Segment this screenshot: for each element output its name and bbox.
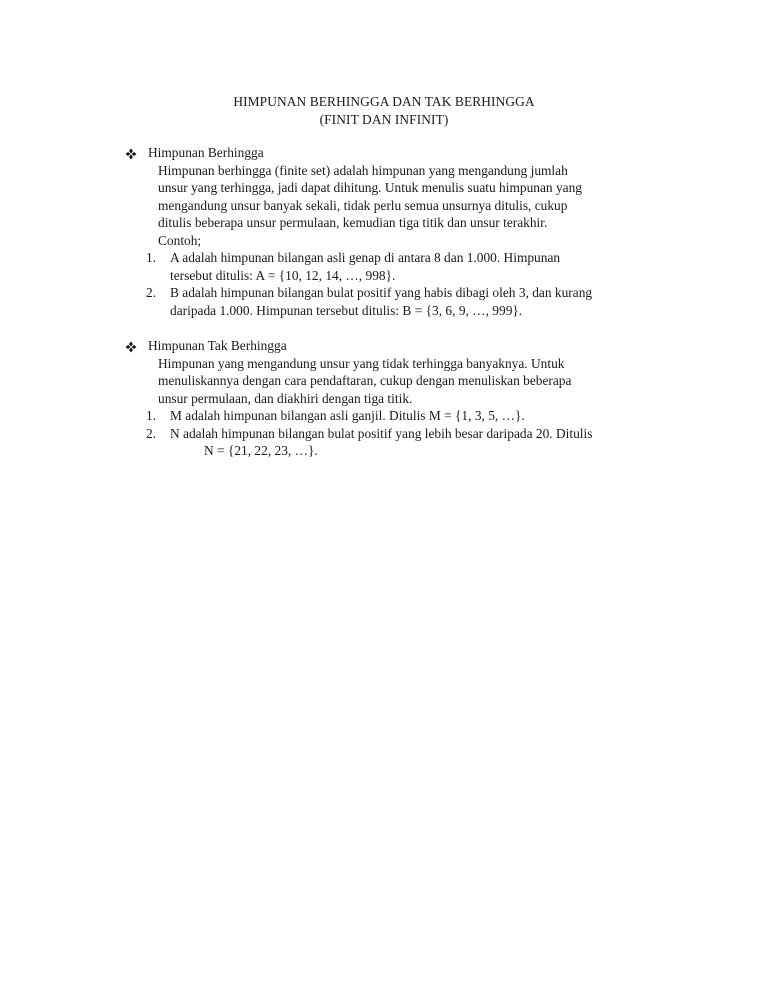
paragraph-line: menuliskannya dengan cara pendaftaran, cukup dengan menuliskan beberapa (158, 373, 572, 388)
title-line-2: (FINIT DAN INFINIT) (319, 112, 449, 127)
section-paragraph (120, 162, 658, 250)
list-line: daripada 1.000. Himpunan tersebut ditulis: B = {3, 6, 9, …, 999}. (170, 302, 523, 318)
list-item (120, 425, 660, 460)
paragraph-line: ditulis beberapa unsur permulaan, kemudian tiga titik dan unsur terakhir. (158, 215, 548, 230)
list-line: N adalah himpunan bilangan bulat positif yang lebih besar daripada 20. Ditulis (170, 425, 593, 441)
section-finite-set (120, 144, 660, 319)
diamond-bullet-icon (125, 148, 137, 160)
list-number: 1. (146, 250, 157, 265)
section-paragraph (120, 355, 658, 408)
list-number: 2. (146, 425, 157, 441)
list-item (120, 249, 660, 284)
list-line: N = {21, 22, 23, …}. (204, 443, 318, 458)
paragraph-line: Himpunan yang mengandung unsur yang tidak terhingga banyaknya. Untuk (158, 355, 565, 371)
document-title (0, 93, 768, 129)
list-line: B adalah himpunan bilangan bulat positif yang habis dibagi oleh 3, dan kurang (170, 285, 593, 300)
paragraph-line: mengandung unsur banyak sekali, tidak perlu semua unsurnya ditulis, cukup (158, 197, 568, 213)
list-line: tersebut ditulis: A = {10, 12, 14, …, 998}. (170, 267, 396, 283)
section-heading-row (120, 337, 660, 355)
example-list (120, 249, 660, 319)
list-line: A adalah himpunan bilangan asli genap di antara 8 dan 1.000. Himpunan (170, 250, 561, 265)
paragraph-line: unsur permulaan, dan diakhiri dengan tiga titik. (158, 390, 413, 406)
section-heading: Himpunan Tak Berhingga (148, 338, 287, 353)
list-line: M adalah himpunan bilangan asli ganjil. Ditulis M = {1, 3, 5, …}. (170, 408, 525, 423)
section-heading: Himpunan Berhingga (148, 145, 264, 160)
list-item (120, 407, 660, 425)
section-infinite-set (120, 337, 660, 460)
list-number: 2. (146, 285, 157, 300)
example-list (120, 407, 660, 460)
list-number: 1. (146, 408, 157, 423)
title-line-1: HIMPUNAN BERHINGGA DAN TAK BERHINGGA (233, 94, 535, 109)
diamond-bullet-icon (125, 341, 137, 353)
list-item (120, 284, 660, 319)
paragraph-line: Contoh; (158, 232, 202, 248)
section-heading-row (120, 144, 660, 162)
paragraph-line: unsur yang terhingga, jadi dapat dihitung. Untuk menulis suatu himpunan yang (158, 180, 582, 195)
paragraph-line: Himpunan berhingga (finite set) adalah himpunan yang mengandung jumlah (158, 162, 568, 178)
